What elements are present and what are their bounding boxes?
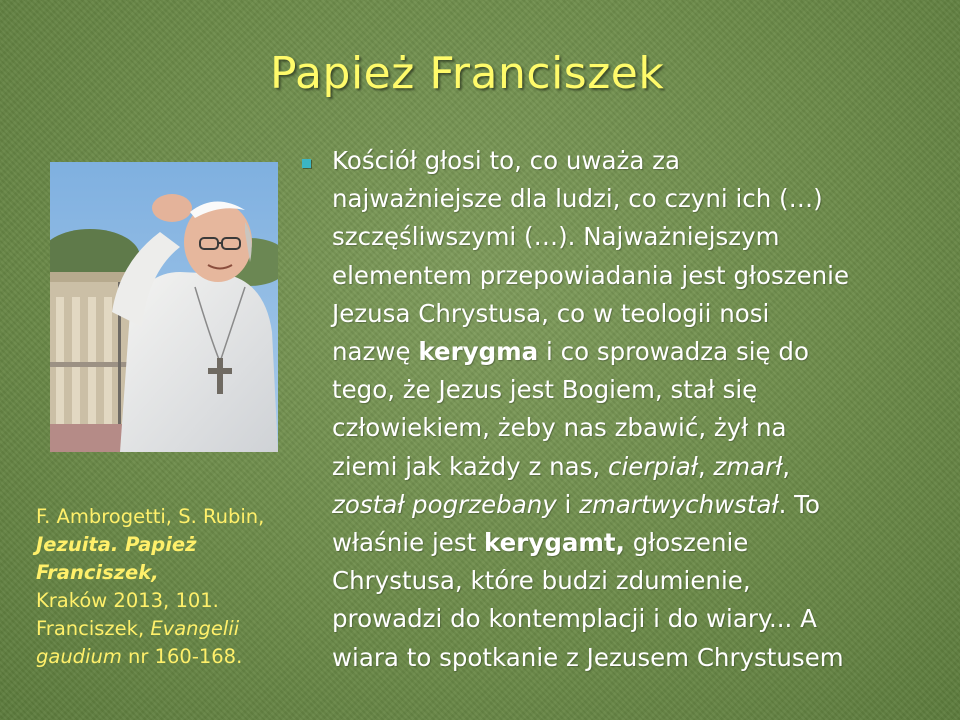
kerygamt-term: kerygamt, [484,528,625,558]
slide-title: Papież Franciszek [270,48,665,99]
square-bullet-icon [302,159,311,168]
body-line: szczęśliwszymi (…). Najważniejszym [332,222,780,252]
caption-publication: Kraków 2013, 101. [36,589,219,612]
body-line: Chrystusa, które budzi zdumienie, [332,566,751,596]
caption-book-title-cont: Franciszek, [36,561,159,584]
body-text-segment: , [782,451,791,481]
caption-book-title: Jezuita. Papież [36,533,197,556]
body-text-segment: ziemi jak każdy z nas, [332,451,608,481]
body-line [332,333,942,371]
bullet-text [332,142,942,677]
body-line: tego, że Jezus jest Bogiem, stał się [332,375,758,405]
emphasis-resurrected: zmartwychwstał [579,489,779,519]
body-text-segment: , [697,451,714,481]
emphasis-buried: został pogrzebany [332,489,557,519]
body-line: wiara to spotkanie z Jezusem Chrystusem [332,642,844,672]
caption-doc-author: Franciszek, [36,617,151,640]
body-line: człowiekiem, żeby nas zbawić, żył na [332,413,787,443]
caption-doc-title: Evangelii [150,617,240,640]
body-text-segment: właśnie jest [332,528,485,558]
caption-authors: F. Ambrogetti, S. Rubin, [36,505,265,528]
caption-doc-ref: nr 160-168. [121,645,243,668]
body-text-segment: głoszenie [624,528,749,558]
kerygma-term: kerygma [418,337,539,367]
body-line: prowadzi do kontemplacji i do wiary... A [332,604,817,634]
caption-doc-title-cont: gaudium [36,645,122,668]
pope-photo [50,162,278,452]
body-line [332,524,942,562]
source-caption [36,503,274,671]
body-text-segment: i [556,489,580,519]
body-line [332,486,942,524]
body-text-segment: nazwę [332,337,419,367]
emphasis-suffered: cierpiał [608,451,698,481]
body-line: najważniejsze dla ludzi, co czyni ich (…) [332,184,823,214]
body-text-segment: . To [778,489,820,519]
body-line: Jezusa Chrystusa, co w teologii nosi [332,298,770,328]
body-line [332,448,942,486]
body-line: elementem przepowiadania jest głoszenie [332,260,850,290]
body-text-segment: i co sprowadza się do [538,337,809,367]
emphasis-died: zmarł [713,451,783,481]
body-line: Kościół głosi to, co uważa za [332,146,681,175]
